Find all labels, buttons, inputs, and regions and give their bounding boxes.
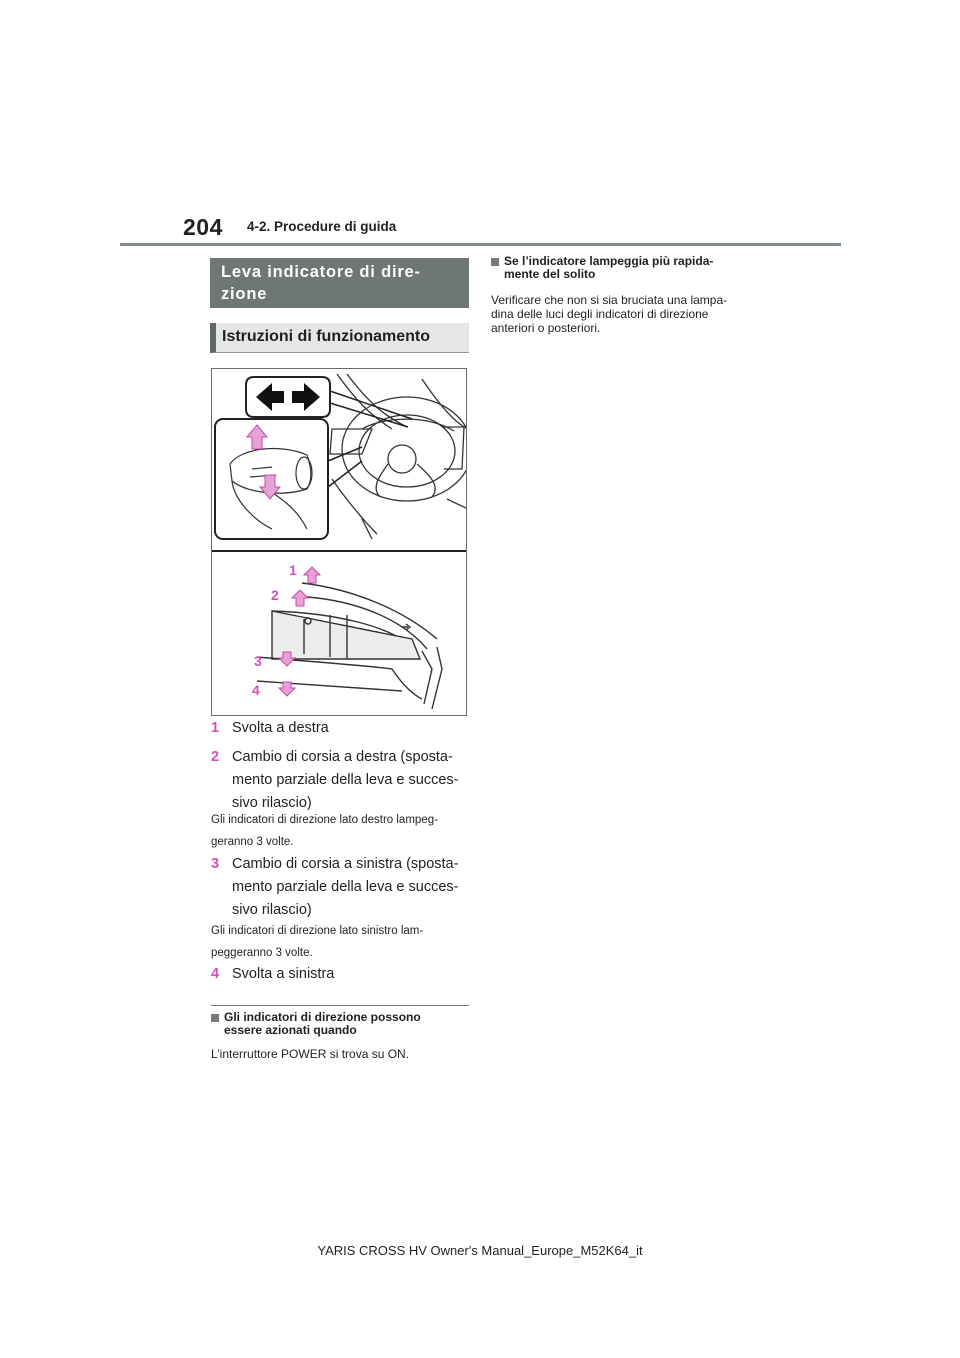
step-item [211,746,473,815]
step-number: 1 [211,720,220,736]
step-number: 4 [211,966,220,982]
info-heading-line: Gli indicatori di direzione possono [224,1010,421,1024]
info-body: L’interruttore POWER si trova su ON. [211,1047,410,1061]
section-title-line: zione [221,285,268,303]
hand-inset [215,419,362,539]
step-text: sivo rilascio) [232,795,312,811]
step-text: Cambio di corsia a sinistra (sposta- [232,856,459,872]
header-rule [120,243,841,246]
info-heading-line: essere azionati quando [224,1023,357,1037]
section-divider [211,1005,469,1006]
figure-callout: 3 [254,653,262,669]
right-body-line: dina delle luci degli indicatori di direzione [491,307,709,321]
step-text: Cambio di corsia a destra (sposta- [232,749,453,765]
right-heading-line: Se l’indicatore lampeggia più rapida- [504,254,714,268]
step-text: mento parziale della leva e succes- [232,772,459,788]
note-line: geranno 3 volte. [211,836,294,848]
page-number: 204 [183,214,223,240]
step-note [211,920,473,964]
step-item [211,717,473,740]
right-body-line: Verificare che non si sia bruciata una lampa- [491,293,728,307]
note-line: Gli indicatori di direzione lato destro lampeg- [211,814,438,826]
step-text: Svolta a destra [232,720,329,736]
figure-callout: 4 [252,682,260,698]
section-header: 4-2. Procedure di guida [247,219,397,234]
right-heading-line: mente del solito [504,267,596,281]
bullet-square-icon [491,258,499,266]
step-note [211,809,473,853]
bullet-square-icon [211,1014,219,1022]
figure-callout: 2 [271,587,279,603]
info-heading [224,1011,474,1037]
step-number: 2 [211,749,220,765]
lever-illustration [211,368,467,716]
figure-callout: 1 [289,562,297,578]
section-title-line: Leva indicatore di dire- [221,263,421,281]
document-footer: YARIS CROSS HV Owner's Manual_Europe_M52K64_it [317,1243,643,1258]
note-line: peggeranno 3 volte. [211,947,313,959]
right-body [491,293,753,335]
step-text: sivo rilascio) [232,902,312,918]
step-item [211,853,473,922]
subsection-title: Istruzioni di funzionamento [210,323,469,353]
step-item [211,963,473,986]
step-number: 3 [211,856,220,872]
section-title [210,258,469,308]
note-line: Gli indicatori di direzione lato sinistro lam- [211,925,424,937]
right-heading [504,255,754,281]
step-text: Svolta a sinistra [232,966,335,982]
right-body-line: anteriori o posteriori. [491,321,601,335]
step-text: mento parziale della leva e succes- [232,879,459,895]
